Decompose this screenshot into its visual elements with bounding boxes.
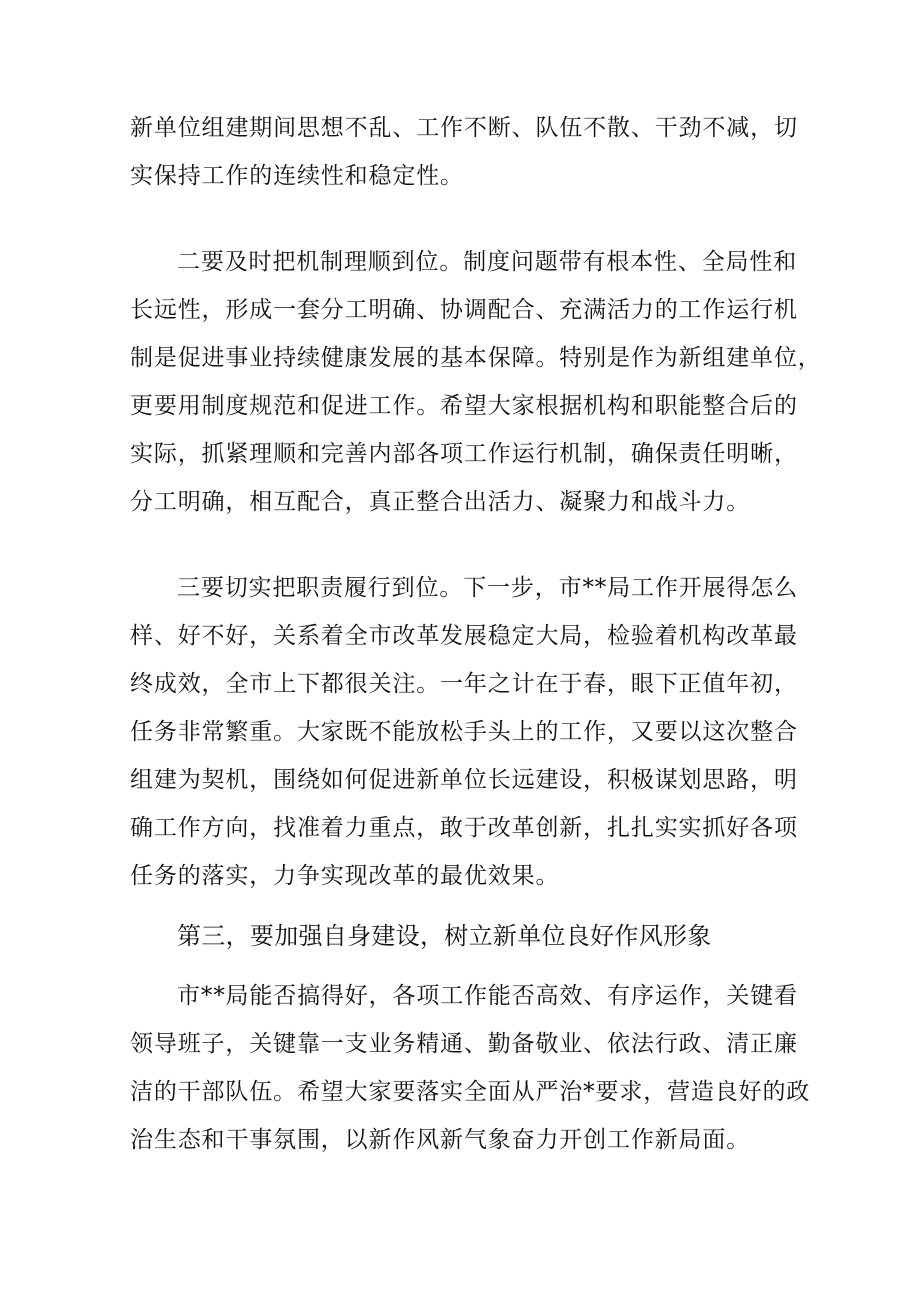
text-line: 领导班子，关键靠一支业务精通、勤备敬业、依法行政、清正廉 xyxy=(130,1031,798,1057)
text-line: 分工明确，相互配合，真正整合出活力、凝聚力和战斗力。 xyxy=(130,489,751,515)
text-line: 新单位组建期间思想不乱、工作不断、队伍不散、干劲不减，切 xyxy=(130,115,798,141)
paragraph-1 xyxy=(130,104,798,200)
text-line: 样、好不好，关系着全市改革发展稳定大局，检验着机构改革最 xyxy=(130,623,798,649)
paragraph-3 xyxy=(130,564,798,900)
text-line: 任务非常繁重。大家既不能放松手头上的工作，又要以这次整合 xyxy=(130,719,798,745)
text-line: 长远性，形成一套分工明确、协调配合、充满活力的工作运行机 xyxy=(130,297,798,323)
text-line: 更要用制度规范和促进工作。希望大家根据机构和职能整合后的 xyxy=(130,393,798,419)
text-line: 二要及时把机制理顺到位。制度问题带有根本性、全局性和 xyxy=(177,249,798,275)
text-line: 组建为契机，围绕如何促进新单位长远建设，积极谋划思路，明 xyxy=(130,767,798,793)
text-line: 洁的干部队伍。希望大家要落实全面从严治*要求，营造良好的政 xyxy=(130,1079,811,1105)
text-line: 市**局能否搞得好，各项工作能否高效、有序运作，关键看 xyxy=(177,983,798,1009)
text-line: 终成效，全市上下都很关注。一年之计在于春，眼下正值年初， xyxy=(130,671,798,697)
text-line: 实际，抓紧理顺和完善内部各项工作运行机制，确保责任明晰， xyxy=(130,441,798,467)
text-line: 实保持工作的连续性和稳定性。 xyxy=(130,163,464,189)
text-line: 任务的落实，力争实现改革的最优效果。 xyxy=(130,863,560,889)
text-line: 确工作方向，找准着力重点，敢于改革创新，扎扎实实抓好各项 xyxy=(130,815,798,841)
section-heading: 第三，要加强自身建设，树立新单位良好作风形象 xyxy=(177,922,712,950)
paragraph-2 xyxy=(130,238,822,526)
document-page xyxy=(130,104,822,1164)
paragraph-4 xyxy=(130,972,811,1164)
text-line: 治生态和干事氛围，以新作风新气象奋力开创工作新局面。 xyxy=(130,1127,751,1153)
text-line: 三要切实把职责履行到位。下一步，市**局工作开展得怎么 xyxy=(177,575,798,601)
text-line: 制是促进事业持续健康发展的基本保障。特别是作为新组建单位， xyxy=(130,345,822,371)
